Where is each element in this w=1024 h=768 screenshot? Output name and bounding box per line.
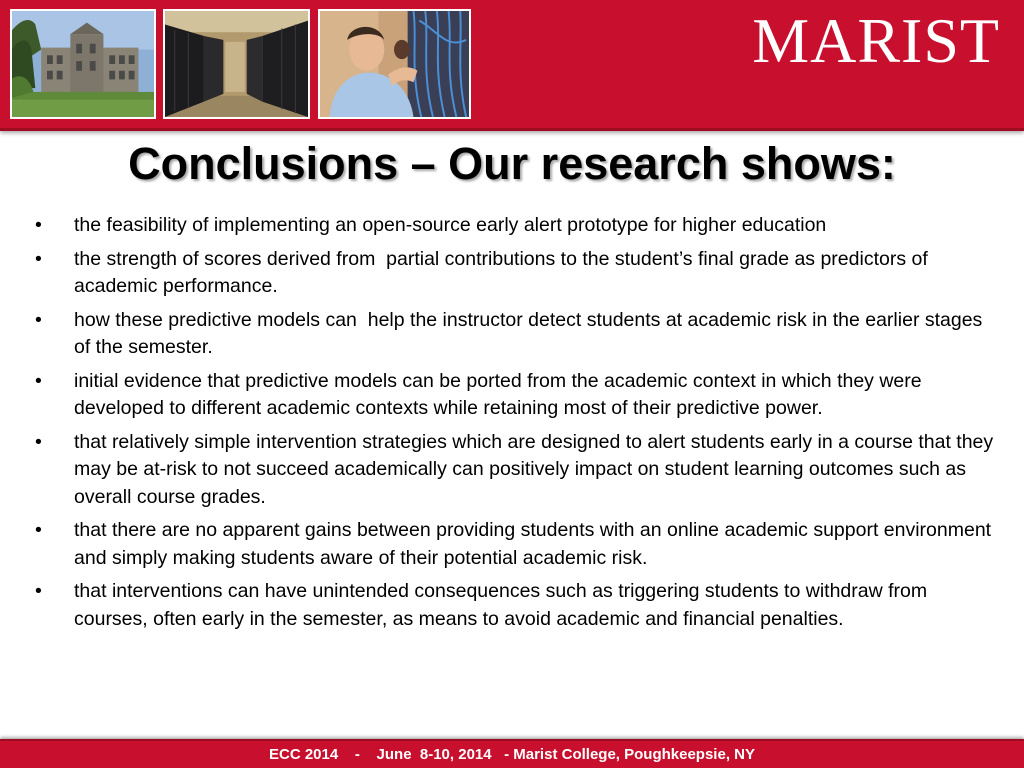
footer-text: ECC 2014 - June 8-10, 2014 - Marist College, Poughkeepsie, NY bbox=[268, 746, 755, 763]
bullet-item bbox=[0, 246, 1000, 301]
marist-logo: MARIST bbox=[752, 5, 1000, 76]
campus-building-photo bbox=[10, 9, 156, 119]
bullet-item bbox=[0, 517, 1000, 572]
bullet-item bbox=[0, 368, 1000, 423]
bullet-item bbox=[0, 307, 1000, 362]
bullet-item bbox=[0, 578, 1000, 633]
bullet-dot: • bbox=[35, 214, 42, 236]
bullet-dot: • bbox=[35, 369, 42, 392]
bullet-text: that there are no apparent gains between providing students with an online academic support environment and simply making students aware of their potential academic risk. bbox=[74, 519, 997, 569]
server-room-photo bbox=[163, 9, 310, 119]
header-band bbox=[0, 0, 1024, 131]
bullet-text: that relatively simple intervention strategies which are designed to alert students early in a course that they may be at-risk to not succeed academically can positively impact on student learning outcomes such as overall course grades. bbox=[74, 430, 999, 508]
slide-title: Conclusions – Our research shows: bbox=[128, 138, 896, 189]
bullet-text: the strength of scores derived from partial contributions to the student’s final grade as predictors of academic performance. bbox=[74, 247, 934, 297]
bullet-item bbox=[0, 212, 1000, 240]
bullet-dot: • bbox=[35, 430, 42, 453]
bullet-dot: • bbox=[35, 247, 42, 270]
bullet-item bbox=[0, 429, 1000, 512]
footer-band bbox=[0, 739, 1024, 768]
bullet-dot: • bbox=[35, 580, 42, 602]
bullet-text: the feasibility of implementing an open-source early alert prototype for higher education bbox=[74, 214, 827, 236]
bullet-dot: • bbox=[35, 519, 42, 541]
bullet-text: how these predictive models can help the instructor detect students at academic risk in the earlier stages of the semester. bbox=[74, 308, 988, 358]
bullet-text: that interventions can have unintended consequences such as triggering students to withdraw from courses, often early in the semester, as means to avoid academic and financial penalties. bbox=[74, 580, 933, 630]
student-network-cabling-photo bbox=[318, 9, 471, 119]
bullet-dot: • bbox=[35, 308, 42, 331]
bullet-text: initial evidence that predictive models can be ported from the academic context in which they were developed to different academic contexts while retaining most of their predictive power. bbox=[74, 369, 928, 419]
conclusions-bullet-list bbox=[0, 212, 1000, 639]
